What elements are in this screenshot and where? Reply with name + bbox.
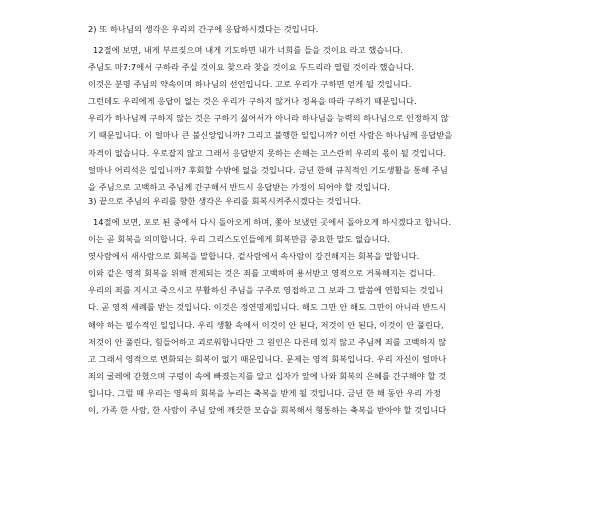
- paragraph-line: 14절에 보면, 포로 된 중에서 다시 돌아오게 하며, 쫓아 보냈던 곳에서 돌아오게 하시겠다고 합니다.: [93, 217, 452, 227]
- paragraph-line: 고 그래서 영적으로 변화되는 회복이 없기 때문입니다. 문제는 영적 회복입니다. 우리 자신이 얼마나: [88, 353, 447, 364]
- paragraph-line: 다. 곧 영적 세례를 받는 것입니다. 이것은 정연명제입니다. 해도 그만 안 해도 그만이 아니라 반드시: [88, 302, 447, 313]
- paragraph-line: 이, 가족 한 사람, 한 사람이 주님 앞에 깨끗한 모습을 회복해서 형통하는 축복을 받아야 할 것입니다: [88, 405, 447, 416]
- paragraph-line: 기 때문입니다. 이 얼마나 큰 불신앙입니까? 그리고 불행한 일입니까? 이런 사람은 하나님께 응답받을: [88, 130, 453, 141]
- paragraph-line: 12절에 보면, 내게 부르짖으며 내게 기도하면 내가 너희를 들을 것이요 라고 했습니다.: [93, 45, 404, 55]
- paragraph-line: 저것이 안 풀린다, 힘들어하고 괴로워합니다만 그 원인은 다른데 있지 않고 주님께 죄를 고백하지 않: [88, 336, 447, 347]
- section-answering-prayer: [88, 21, 598, 196]
- paragraph-line: 얼마나 어리석은 일입니까? 후회할 수밖에 없을 것입니다. 금년 한해 규칙적인 기도생활을 통해 주님: [88, 164, 448, 175]
- section-heading: 2) 또 하나님의 생각은 우리의 간구에 응답하시겠다는 것입니다.: [88, 24, 319, 34]
- paragraph-line: 이와 같은 영적 회복을 위해 전제되는 것은 죄를 고백하며 용서받고 영적으로 거룩해지는 겁니다.: [88, 268, 436, 279]
- paragraph-line: 주님도 마7:7에서 구하라 주실 것이요 찾으라 찾을 것이요 두드리라 열릴 것이라 했습니다.: [88, 62, 415, 73]
- paragraph-line: 우리의 죄를 지시고 죽으시고 부활하신 주님을 구주로 영접하고 그 보과 그 말씀에 연합되는 것입니: [88, 285, 444, 296]
- section-restoration: [88, 193, 598, 419]
- paragraph-line: 을 주님으로 고백하고 주님께 간구해서 반드시 응답받는 가정이 되어야 할 것입니다.: [88, 181, 391, 192]
- paragraph-line: 입니다. 그럴 때 우리는 영육의 회복을 누리는 축복을 받게 될 것입니다. 금년 한 해 동안 우리 가정: [88, 387, 441, 398]
- paragraph-line: 그런데도 우리에게 응답이 없는 것은 우리가 구하지 않거나 정욕을 따라 구하기 때문입니다.: [88, 96, 417, 107]
- paragraph-line: 엿사람에서 새사람으로 회복을 말합니다. 겉사람에서 속사람이 강건해지는 회복을 말합니다.: [88, 251, 420, 262]
- section-heading: 3) 끝으로 주님의 우리를 향한 생각은 우리를 회복시켜주시겠다는 것입니다.: [88, 196, 362, 206]
- paragraph-line: 이것은 분명 주님의 약속이며 하나님의 선언입니다. 고로 우리가 구하면 얻게 될 것입니다.: [88, 79, 412, 90]
- paragraph-line: 이는 곧 회복을 의미합니다. 우리 그리스도인들에게 회복만큼 중요한 말도 없습니다.: [88, 234, 391, 245]
- paragraph-line: 우리가 하나님께 구하지 않는 것은 구하기 싫어서가 아니라 하나님을 능력의 하나님으로 인정하지 않: [88, 113, 449, 124]
- paragraph-line: 죄의 굴레에 갇혔으며 구렁이 속에 빠졌는지를 알고 십자가 앞에 나와 회복의 은혜를 간구해야 할 것: [88, 370, 447, 381]
- paragraph-line: 자격이 없습니다. 우로잡지 않고 그래서 응답받지 못하는 손해는 고스란히 우리의 몫이 될 것입니다.: [88, 147, 447, 158]
- paragraph-line: 해야 하는 필수적인 일입니다. 우리 생활 속에서 이것이 안 된다, 저것이 안 된다, 이것이 안 풀린다,: [88, 319, 444, 330]
